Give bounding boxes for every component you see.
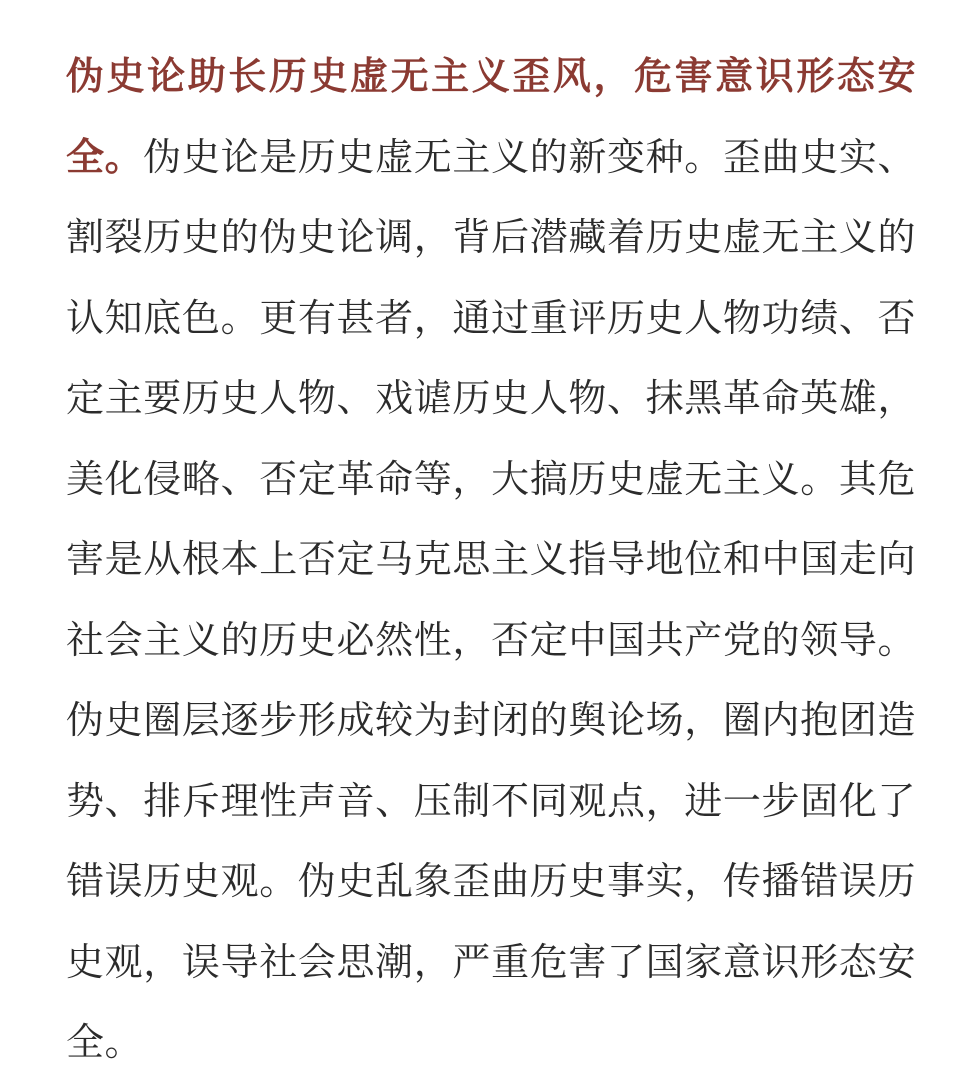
article-paragraph [66,36,916,1083]
lead-sentence: 伪史论助长历史虚无主义歪风，危害意识形态安全。 [66,54,916,179]
watermark [758,1050,942,1076]
body-text: 伪史论是历史虚无主义的新变种。歪曲史实、割裂历史的伪史论调，背后潜藏着历史虚无主义的认知底色。更有甚者，通过重评历史人物功绩、否定主要历史人物、戏谑历史人物、抹黑革命英雄，美化侵略、否定革命等，大搞历史虚无主义。其危害是从根本上否定马克思主义指导地位和中国走向社会主义的历史必然性，否定中国共产党的领导。伪史圈层逐步形成较为封闭的舆论场，圈内抱团造势、排斥理性声音、压制不同观点，进一步固化了错误历史观。伪史乱象歪曲历史事实，传播错误历史观，误导社会思潮，严重危害了国家意识形态安全。 [66,134,916,1064]
